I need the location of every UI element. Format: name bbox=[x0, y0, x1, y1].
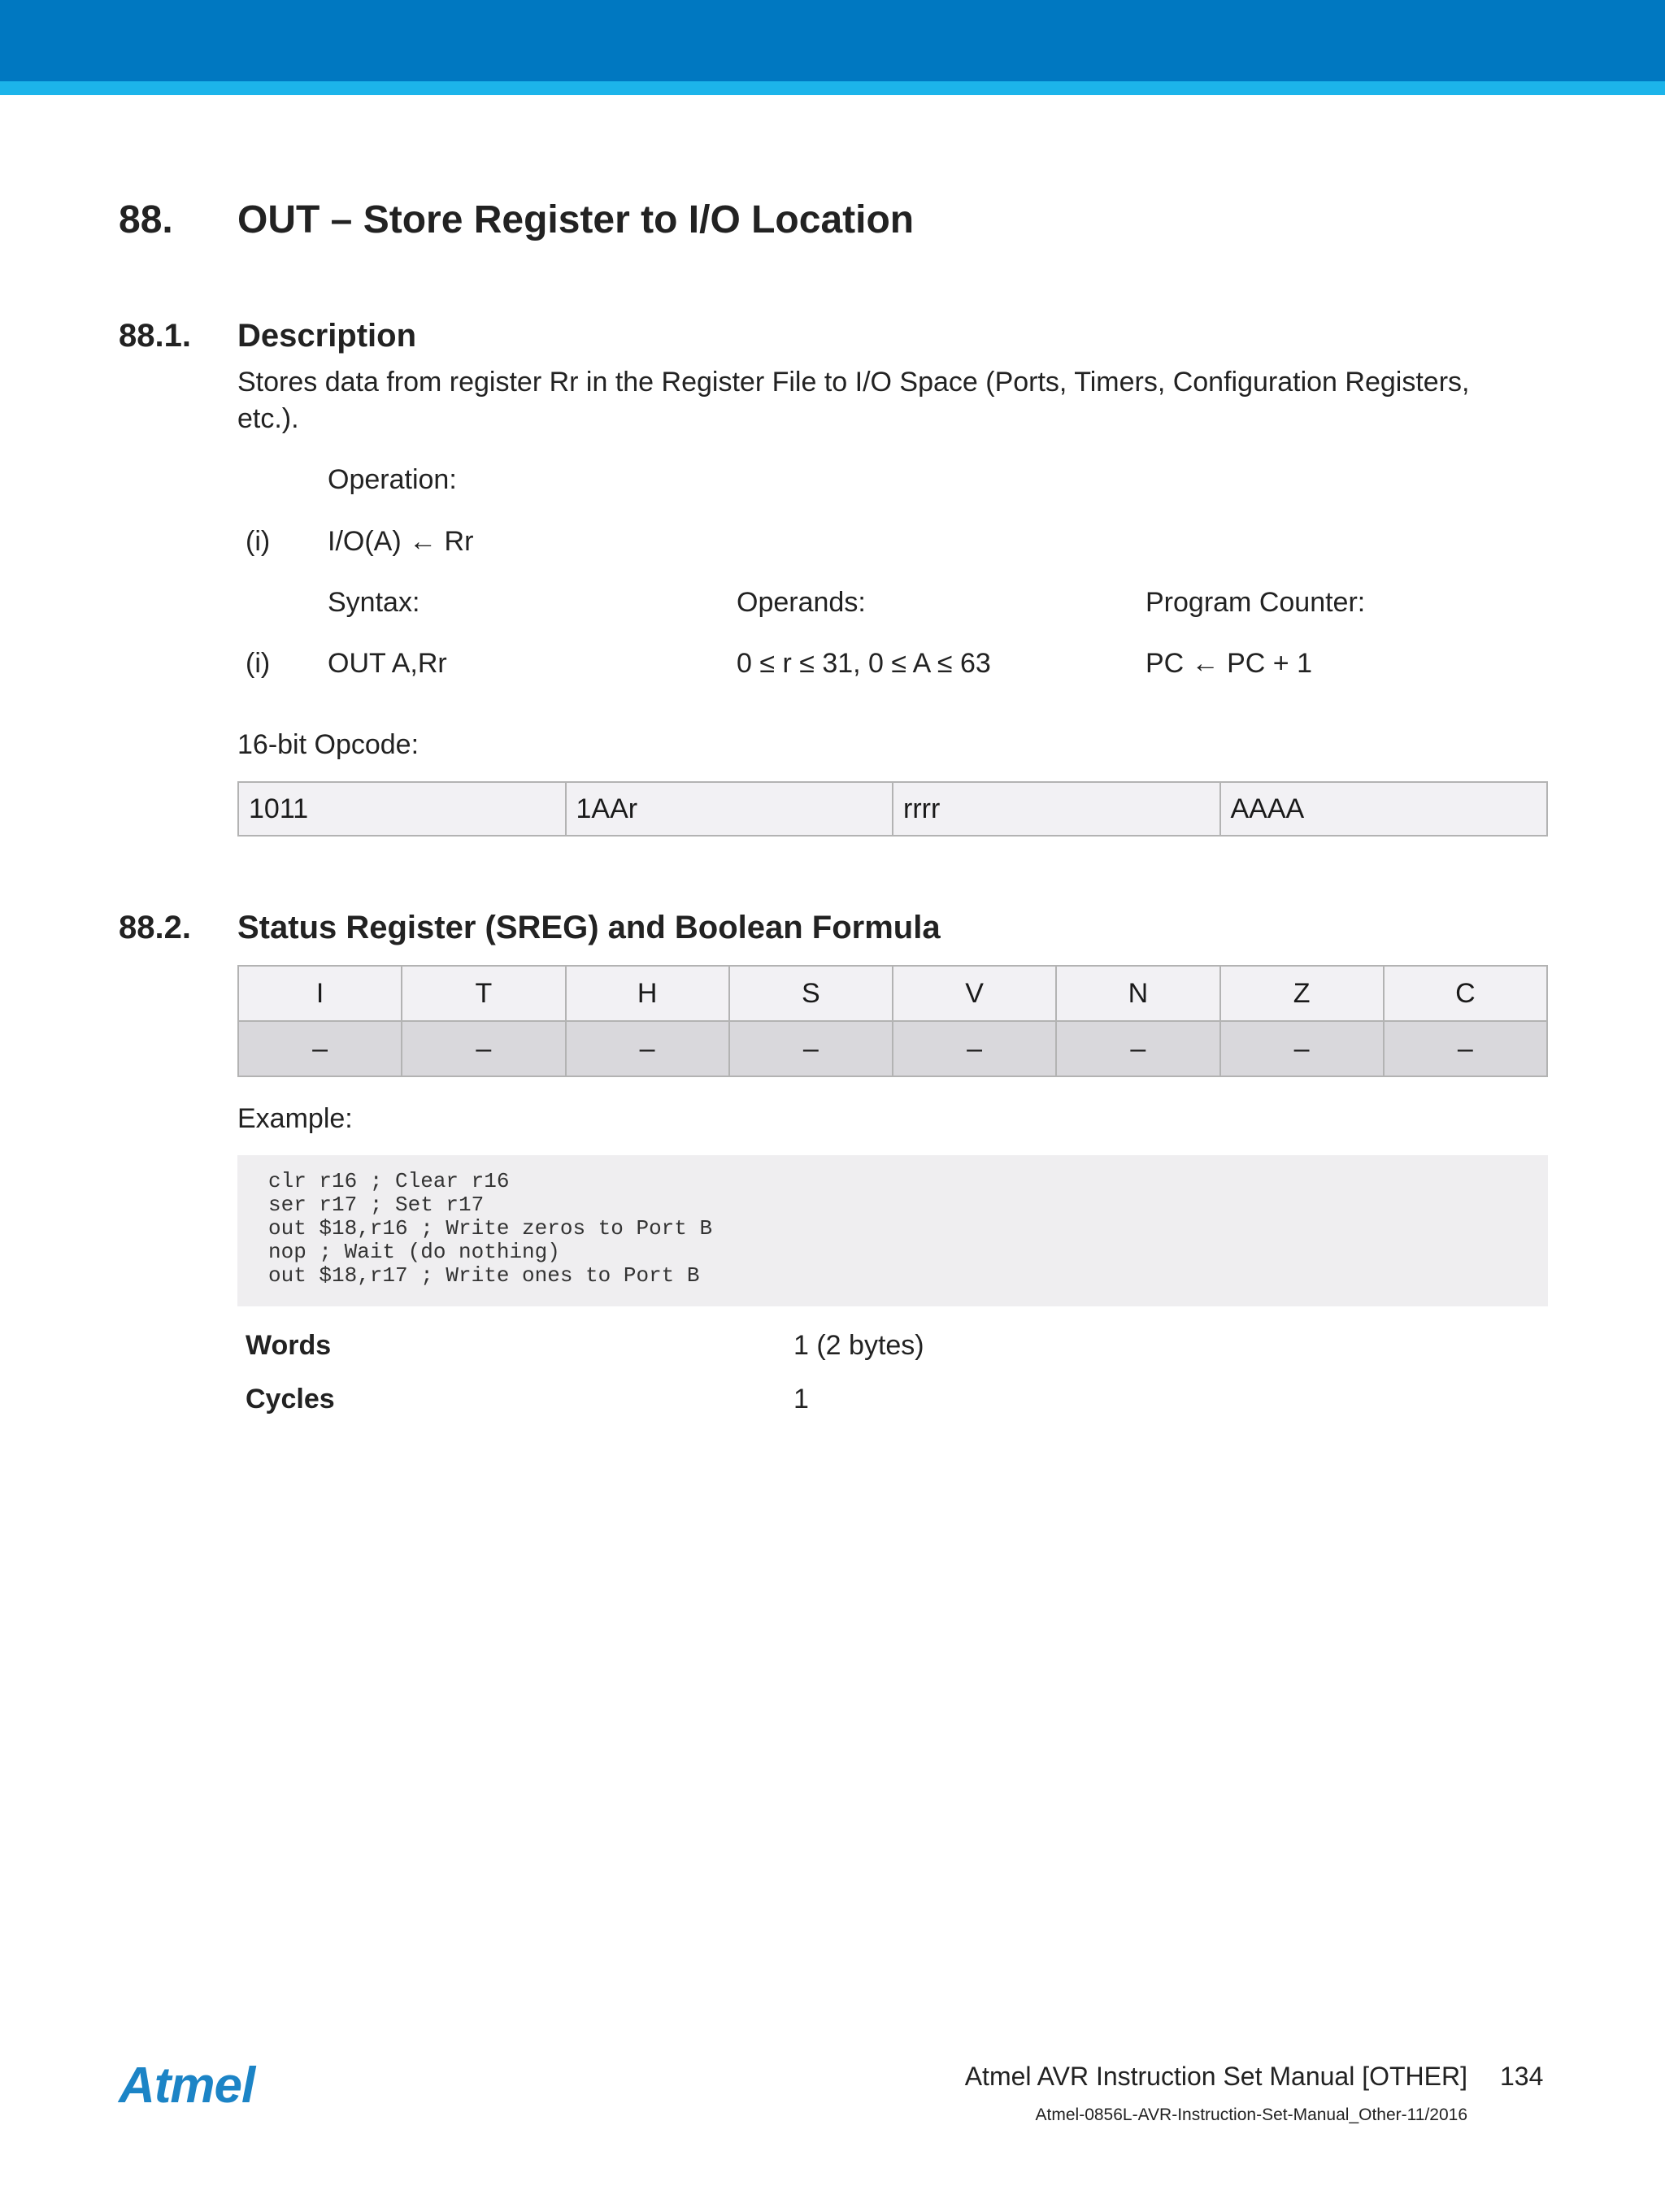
words-label: Words bbox=[246, 1330, 332, 1361]
sreg-flag: H bbox=[566, 966, 729, 1021]
sreg-flag: C bbox=[1384, 966, 1547, 1021]
opcode-cell: 1AAr bbox=[566, 782, 893, 836]
sreg-value: – bbox=[238, 1021, 402, 1076]
section-number: 88. bbox=[119, 198, 173, 241]
sreg-value: – bbox=[729, 1021, 893, 1076]
opcode-cell: 1011 bbox=[238, 782, 566, 836]
cycles-label: Cycles bbox=[246, 1384, 335, 1415]
sreg-value: – bbox=[402, 1021, 565, 1076]
opcode-table bbox=[237, 781, 1548, 837]
description-heading: Description bbox=[237, 318, 417, 354]
description-line-1: Stores data from register Rr in the Register File to I/O Space (Ports, Timers, Configuration Registers, bbox=[237, 367, 1470, 398]
sreg-flag: S bbox=[729, 966, 893, 1021]
sreg-flag: T bbox=[402, 966, 565, 1021]
operation-label: Operation: bbox=[328, 464, 457, 495]
sreg-flag: N bbox=[1056, 966, 1219, 1021]
opcode-cell: rrrr bbox=[893, 782, 1220, 836]
program-counter-value: PC ← PC + 1 bbox=[1146, 648, 1313, 679]
sreg-values-row bbox=[238, 1021, 1547, 1076]
opcode-row bbox=[238, 782, 1547, 836]
sreg-value: – bbox=[893, 1021, 1056, 1076]
sreg-number: 88.2. bbox=[119, 910, 191, 945]
opcode-label: 16-bit Opcode: bbox=[237, 729, 420, 760]
code-line: ser r17 ; Set r17 bbox=[268, 1193, 485, 1217]
section-title: OUT – Store Register to I/O Location bbox=[237, 198, 915, 241]
code-block bbox=[237, 1155, 1548, 1306]
operation-expression: I/O(A) ← Rr bbox=[328, 526, 474, 557]
example-label: Example: bbox=[237, 1103, 353, 1134]
syntax-value: OUT A,Rr bbox=[328, 648, 447, 679]
cycles-value: 1 bbox=[793, 1384, 809, 1415]
operands-value: 0 ≤ r ≤ 31, 0 ≤ A ≤ 63 bbox=[737, 648, 991, 679]
footer-manual-title: Atmel AVR Instruction Set Manual [OTHER] bbox=[964, 2062, 1467, 2091]
syntax-index: (i) bbox=[246, 648, 271, 679]
description-line-2: etc.). bbox=[237, 403, 299, 434]
code-line: nop ; Wait (do nothing) bbox=[268, 1240, 560, 1264]
description-number: 88.1. bbox=[119, 318, 191, 354]
sreg-value: – bbox=[1056, 1021, 1219, 1076]
sreg-value: – bbox=[1384, 1021, 1547, 1076]
code-line: clr r16 ; Clear r16 bbox=[268, 1169, 510, 1193]
sreg-flag: Z bbox=[1220, 966, 1384, 1021]
footer-document-id: Atmel-0856L-AVR-Instruction-Set-Manual_Other-11/2016 bbox=[1035, 2106, 1467, 2124]
sreg-flag: V bbox=[893, 966, 1056, 1021]
sreg-flag: I bbox=[238, 966, 402, 1021]
header-bar bbox=[0, 0, 1665, 81]
syntax-header: Syntax: bbox=[328, 587, 420, 618]
program-counter-header: Program Counter: bbox=[1146, 587, 1366, 618]
opcode-cell: AAAA bbox=[1220, 782, 1548, 836]
sreg-flags-row bbox=[238, 966, 1547, 1021]
sreg-table bbox=[237, 965, 1548, 1077]
sreg-value: – bbox=[1220, 1021, 1384, 1076]
words-value: 1 (2 bytes) bbox=[793, 1330, 924, 1361]
sreg-value: – bbox=[566, 1021, 729, 1076]
sreg-heading: Status Register (SREG) and Boolean Formula bbox=[237, 910, 941, 945]
footer-page-number: 134 bbox=[1500, 2062, 1544, 2091]
operands-header: Operands: bbox=[737, 587, 866, 618]
operation-index: (i) bbox=[246, 526, 271, 557]
code-line: out $18,r17 ; Write ones to Port B bbox=[268, 1263, 700, 1288]
header-stripe bbox=[0, 81, 1665, 95]
atmel-logo: Atmel bbox=[119, 2058, 255, 2114]
code-line: out $18,r16 ; Write zeros to Port B bbox=[268, 1216, 713, 1241]
